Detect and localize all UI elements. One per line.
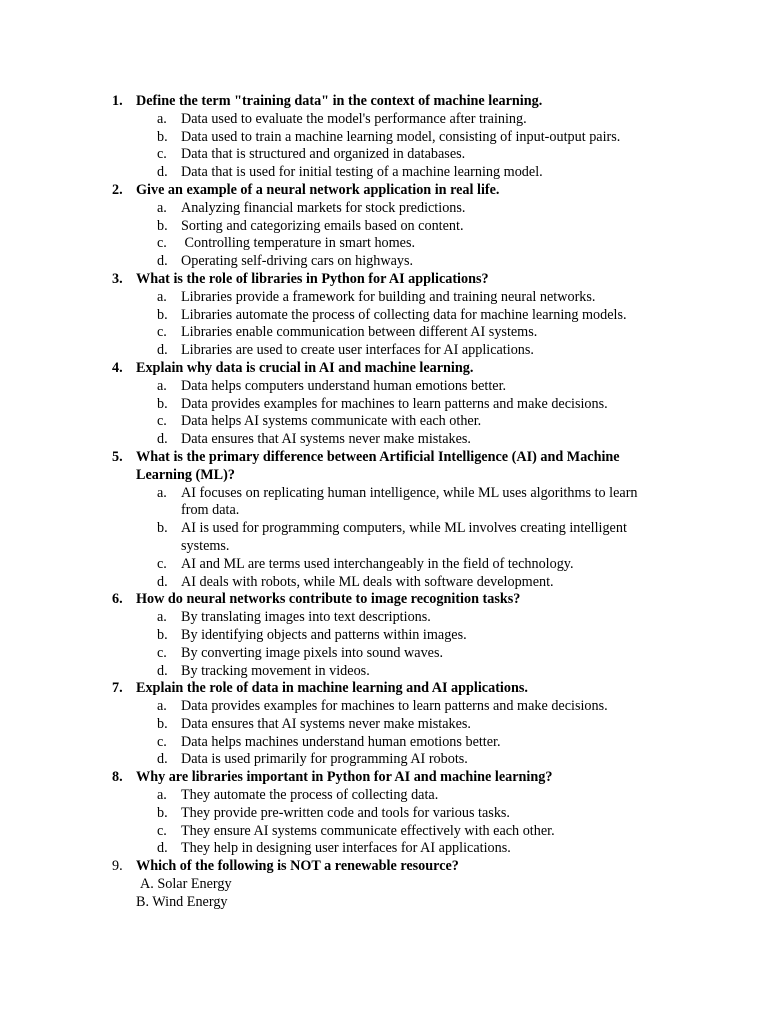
option-list: [0, 698, 768, 769]
question-text: How do neural networks contribute to image recognition tasks?: [136, 591, 521, 608]
option-text: Analyzing financial markets for stock predictions.: [181, 199, 466, 216]
option-d: [0, 751, 768, 769]
question-text: What is the role of libraries in Python for AI applications?: [136, 270, 489, 287]
option-letter: b.: [157, 217, 168, 234]
option-d: [0, 253, 768, 271]
option-b: [0, 218, 768, 236]
question-row: [0, 182, 768, 200]
option-text: Operating self-driving cars on highways.: [181, 253, 414, 270]
option-text: Data helps machines understand human emotions better.: [181, 733, 501, 750]
option-b: [0, 627, 768, 645]
option-b: [0, 129, 768, 147]
option-c: [0, 413, 768, 431]
option-letter: c.: [157, 644, 167, 661]
option-a: [0, 787, 768, 805]
question-text: What is the primary difference between Artificial Intelligence (AI) and Machine Learning (ML)?: [136, 448, 620, 483]
option-text: AI is used for programming computers, while ML involves creating intelligent systems.: [181, 520, 627, 554]
question-number: 7.: [112, 680, 123, 697]
option-a: [0, 378, 768, 396]
option-list: [0, 289, 768, 360]
option-c: [0, 645, 768, 663]
option-list: [0, 609, 768, 680]
option-text: Sorting and categorizing emails based on content.: [181, 217, 464, 234]
option-b: [0, 805, 768, 823]
question-6: [0, 591, 768, 680]
question-2: [0, 182, 768, 271]
question-row: [0, 591, 768, 609]
question-number: 9.: [112, 858, 123, 875]
option-letter: a.: [157, 199, 167, 216]
option-c: [0, 734, 768, 752]
option-letter: d.: [157, 751, 168, 768]
question-number: 4.: [112, 359, 123, 376]
option-letter: d.: [157, 164, 168, 181]
option-text: Data that is used for initial testing of a machine learning model.: [181, 164, 543, 181]
option-a: [0, 111, 768, 129]
option-letter: b.: [157, 715, 168, 732]
option-letter: a.: [157, 484, 167, 501]
option-letter: c.: [157, 733, 167, 750]
option-letter: b.: [157, 626, 168, 643]
option-letter: a.: [157, 609, 167, 626]
option-text: AI deals with robots, while ML deals with software development.: [181, 573, 554, 590]
option-d: [0, 342, 768, 360]
question-row: [0, 769, 768, 787]
option-text: Data helps AI systems communicate with each other.: [181, 413, 482, 430]
option-a: [0, 200, 768, 218]
option-text: Data helps computers understand human emotions better.: [181, 377, 507, 394]
question-text: Explain why data is crucial in AI and machine learning.: [136, 359, 474, 376]
option-letter: a.: [157, 698, 167, 715]
question-text: Explain the role of data in machine learning and AI applications.: [136, 680, 528, 697]
option-letter: a.: [157, 787, 167, 804]
option-text: They provide pre-written code and tools for various tasks.: [181, 804, 510, 821]
option-list: [0, 200, 768, 271]
option-letter: a.: [157, 377, 167, 394]
option-d: [0, 663, 768, 681]
question-9: [0, 858, 768, 911]
question-3: [0, 271, 768, 360]
option-a: [0, 485, 768, 521]
question-1: [0, 93, 768, 182]
option-d: [0, 431, 768, 449]
option-c: [0, 146, 768, 164]
option-letter: b.: [157, 520, 168, 537]
question-row: [0, 858, 768, 876]
option-text: Controlling temperature in smart homes.: [181, 235, 416, 252]
option-letter: d.: [157, 573, 168, 590]
option-text: Data ensures that AI systems never make mistakes.: [181, 715, 471, 732]
option-c: [0, 823, 768, 841]
question-row: [0, 360, 768, 378]
option-text: Libraries provide a framework for building and training neural networks.: [181, 288, 596, 305]
option-letter: b.: [157, 804, 168, 821]
option-a: [0, 876, 768, 894]
question-7: [0, 680, 768, 769]
question-text: Give an example of a neural network application in real life.: [136, 181, 500, 198]
option-list: [0, 378, 768, 449]
option-letter: d.: [157, 840, 168, 857]
question-text: Why are libraries important in Python for AI and machine learning?: [136, 769, 553, 786]
option-text: Libraries are used to create user interfaces for AI applications.: [181, 342, 534, 359]
option-d: [0, 840, 768, 858]
option-letter: d.: [157, 342, 168, 359]
quiz-list: [0, 93, 768, 912]
question-number: 2.: [112, 181, 123, 198]
question-number: 5.: [112, 448, 123, 465]
option-text: Libraries enable communication between different AI systems.: [181, 324, 538, 341]
option-letter: c.: [157, 324, 167, 341]
question-row: [0, 93, 768, 111]
option-text: Data that is structured and organized in databases.: [181, 146, 466, 163]
option-c: [0, 235, 768, 253]
option-text: Data is used primarily for programming AI robots.: [181, 751, 468, 768]
question-row: [0, 449, 768, 485]
option-text: Libraries automate the process of collecting data for machine learning models.: [181, 306, 627, 323]
option-list: [0, 485, 768, 592]
option-b: [0, 520, 768, 556]
option-letter: c.: [157, 235, 167, 252]
question-number: 3.: [112, 270, 123, 287]
option-letter: b.: [157, 395, 168, 412]
question-text: Which of the following is NOT a renewable resource?: [136, 858, 459, 875]
option-text: AI focuses on replicating human intelligence, while ML uses algorithms to learn from data.: [181, 484, 638, 519]
option-text: They automate the process of collecting data.: [181, 787, 439, 804]
option-text: By tracking movement in videos.: [181, 662, 370, 679]
option-text: B. Wind Energy: [136, 893, 228, 910]
option-text: A. Solar Energy: [140, 876, 232, 893]
option-text: By identifying objects and patterns within images.: [181, 626, 467, 643]
option-list: [0, 787, 768, 858]
option-text: AI and ML are terms used interchangeably in the field of technology.: [181, 555, 574, 572]
question-5: [0, 449, 768, 591]
option-letter: d.: [157, 662, 168, 679]
option-letter: d.: [157, 431, 168, 448]
question-row: [0, 680, 768, 698]
option-text: They ensure AI systems communicate effectively with each other.: [181, 822, 555, 839]
option-c: [0, 324, 768, 342]
question-8: [0, 769, 768, 858]
option-a: [0, 289, 768, 307]
question-number: 1.: [112, 93, 123, 109]
option-letter: d.: [157, 253, 168, 270]
question-4: [0, 360, 768, 449]
option-b: [0, 307, 768, 325]
option-text: Data used to train a machine learning model, consisting of input-output pairs.: [181, 128, 621, 145]
option-text: Data used to evaluate the model's performance after training.: [181, 110, 527, 127]
option-text: By converting image pixels into sound waves.: [181, 644, 444, 661]
option-letter: b.: [157, 306, 168, 323]
option-letter: c.: [157, 555, 167, 572]
question-text: Define the term "training data" in the context of machine learning.: [136, 93, 543, 109]
option-letter: c.: [157, 413, 167, 430]
option-text: By translating images into text descriptions.: [181, 609, 431, 626]
option-b: [0, 716, 768, 734]
question-number: 6.: [112, 591, 123, 608]
option-c: [0, 556, 768, 574]
option-text: Data provides examples for machines to learn patterns and make decisions.: [181, 395, 608, 412]
option-letter: c.: [157, 822, 167, 839]
option-text: Data ensures that AI systems never make mistakes.: [181, 431, 471, 448]
option-d: [0, 574, 768, 592]
option-letter: a.: [157, 288, 167, 305]
option-letter: c.: [157, 146, 167, 163]
option-b: [0, 396, 768, 414]
option-text: They help in designing user interfaces for AI applications.: [181, 840, 511, 857]
option-d: [0, 164, 768, 182]
question-number: 8.: [112, 769, 123, 786]
option-list: [0, 111, 768, 182]
option-a: [0, 698, 768, 716]
option-a: [0, 609, 768, 627]
option-letter: b.: [157, 128, 168, 145]
option-text: Data provides examples for machines to learn patterns and make decisions.: [181, 698, 608, 715]
option-letter: a.: [157, 110, 167, 127]
question-row: [0, 271, 768, 289]
option-b: [0, 894, 768, 912]
